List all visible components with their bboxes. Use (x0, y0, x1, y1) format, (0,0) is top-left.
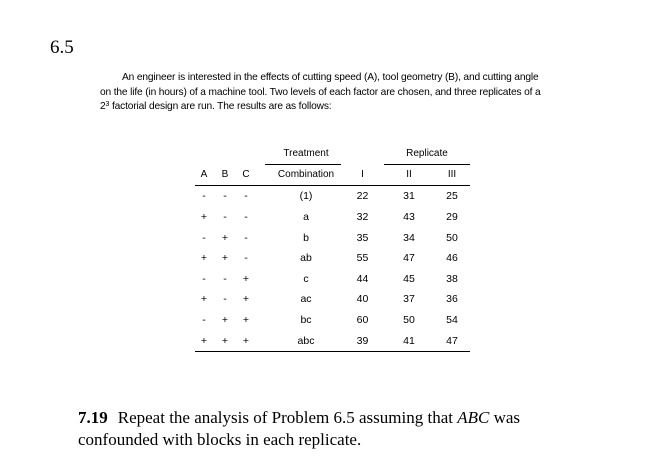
cell-b: - (223, 272, 227, 285)
header-replicate: Replicate (384, 143, 470, 164)
cell-a: - (202, 272, 206, 285)
header-treatment: Treatment (265, 143, 341, 164)
cell-a: + (200, 252, 208, 265)
cell-replicate-1: 55 (356, 252, 369, 265)
cell-b: - (223, 211, 227, 224)
cell-c: + (237, 330, 255, 351)
header-a: A (195, 164, 213, 186)
exercise-text-2: was confounded with blocks in each replicate. (78, 408, 521, 449)
header-combination: Combination (265, 164, 341, 186)
header-replicate-2: II (384, 164, 434, 186)
cell-replicate-3: 36 (446, 293, 458, 306)
cell-replicate-3: 38 (446, 272, 458, 285)
cell-replicate-3: 50 (446, 231, 458, 244)
results-table (195, 143, 470, 352)
cell-c: - (244, 190, 248, 203)
header-c: C (237, 164, 255, 186)
exercise-block (78, 407, 598, 451)
header-row-2 (195, 164, 470, 186)
cell-replicate-2: 50 (403, 314, 415, 327)
cell-replicate-1: 44 (356, 272, 369, 285)
header-row-1 (195, 143, 470, 164)
cell-b: + (221, 314, 229, 327)
table-row (195, 227, 470, 248)
cell-treatment: ac (300, 293, 312, 306)
cell-b: + (221, 231, 229, 244)
cell-replicate-3: 54 (446, 314, 458, 327)
intro-text-1: An engineer is interested in the effects of cutting speed (A), tool geometry (B), and cutting angle on the life (in hours) of a machine tool. Two levels of each factor are chosen, and three replicates of a 2 (100, 72, 541, 112)
cell-treatment: ab (300, 252, 312, 265)
cell-replicate-2: 43 (403, 211, 415, 224)
cell-c: + (242, 272, 250, 285)
cell-replicate-3: 25 (446, 190, 458, 203)
cell-c: + (242, 314, 250, 327)
cell-b: - (223, 190, 227, 203)
exercise-number: 7.19 (78, 408, 108, 427)
cell-treatment: (1) (299, 190, 313, 203)
cell-c: + (242, 293, 250, 306)
header-b: B (213, 164, 237, 186)
cell-b: + (221, 252, 229, 265)
problem-number: 6.5 (50, 37, 74, 58)
table-row (195, 289, 470, 310)
cell-replicate-2: 37 (403, 293, 415, 306)
table-row (195, 330, 470, 351)
cell-replicate-1: 22 (356, 190, 369, 203)
header-replicate-1: I (341, 164, 384, 186)
table-row (195, 207, 470, 228)
cell-b: - (223, 293, 227, 306)
cell-treatment: a (303, 211, 309, 224)
exercise-text-italic: ABC (457, 408, 490, 427)
cell-replicate-2: 41 (384, 330, 434, 351)
cell-a: - (202, 314, 206, 327)
cell-replicate-2: 31 (403, 190, 415, 203)
cell-replicate-3: 46 (446, 252, 458, 265)
cell-replicate-2: 45 (403, 272, 415, 285)
cell-replicate-2: 47 (403, 252, 415, 265)
table-row (195, 310, 470, 331)
cell-replicate-1: 32 (356, 211, 369, 224)
intro-text-2: factorial design are run. The results are as follows: (109, 101, 332, 112)
intro-superscript: 3 (105, 101, 110, 108)
table-row (195, 269, 470, 290)
header-replicate-3: III (434, 164, 470, 186)
table-row (195, 248, 470, 269)
cell-c: - (244, 252, 248, 265)
cell-replicate-1: 39 (341, 330, 384, 351)
cell-a: - (202, 190, 206, 203)
cell-c: - (244, 211, 248, 224)
cell-replicate-1: 35 (356, 231, 369, 244)
table-body (195, 186, 470, 352)
cell-replicate-2: 34 (403, 231, 415, 244)
cell-c: - (244, 231, 248, 244)
cell-treatment: bc (300, 314, 312, 327)
cell-a: + (200, 211, 208, 224)
cell-a: - (202, 231, 206, 244)
cell-replicate-3: 29 (446, 211, 458, 224)
cell-treatment: c (303, 272, 309, 285)
cell-treatment: b (303, 231, 309, 244)
exercise-text-1: Repeat the analysis of Problem 6.5 assuming that (117, 408, 458, 427)
cell-a: + (195, 330, 213, 351)
cell-b: + (213, 330, 237, 351)
cell-replicate-3: 47 (434, 330, 470, 351)
cell-a: + (200, 293, 208, 306)
cell-treatment: abc (265, 330, 341, 351)
cell-replicate-1: 60 (356, 314, 369, 327)
table-row (195, 186, 470, 207)
cell-replicate-1: 40 (356, 293, 369, 306)
problem-statement (100, 71, 550, 115)
